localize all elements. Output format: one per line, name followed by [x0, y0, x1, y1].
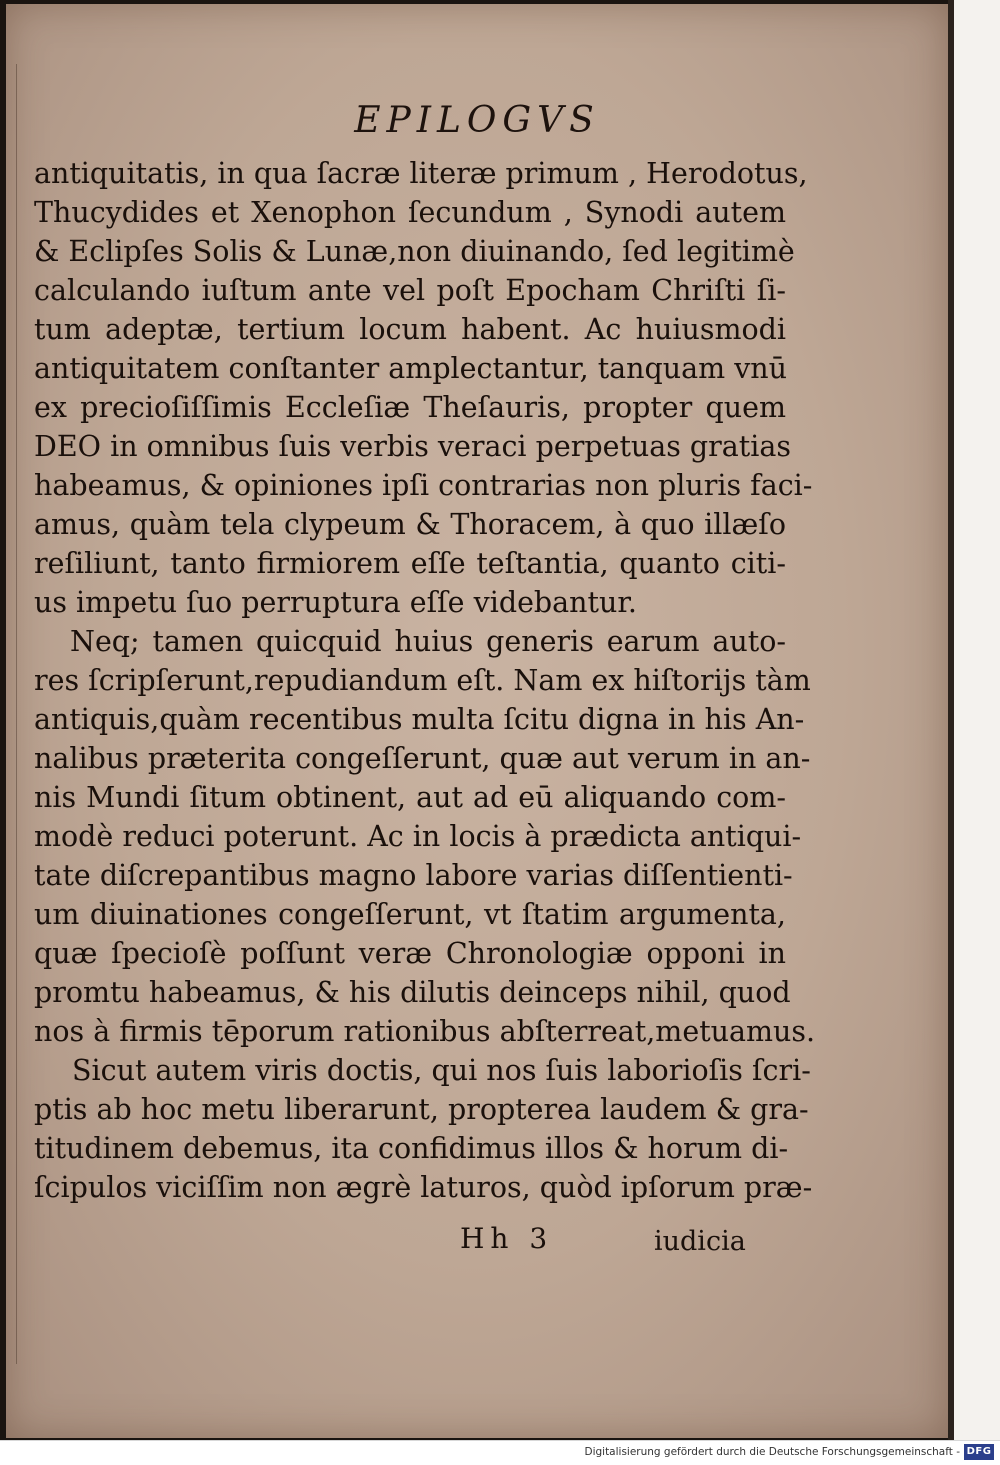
text-line: us impetu ſuo perruptura eſſe videbantur. [34, 586, 637, 619]
margin-rule [16, 64, 17, 1364]
text-line: tum adeptæ, tertium locum habent. Ac huiusmodi [34, 313, 786, 346]
text-line: titudinem debemus, ita confidimus illos & horum di- [34, 1132, 789, 1165]
signature-mark: Hh 3 [460, 1222, 554, 1255]
text-line: DEO in omnibus ſuis verbis veraci perpetuas gratias [34, 430, 791, 463]
text-line: ex precioſiſſimis Eccleſiæ Theſauris, propter quem [34, 391, 786, 424]
text-line: reſiliunt, tanto firmiorem eſſe teſtantia, quanto citi- [34, 547, 786, 580]
body-text [34, 154, 816, 1207]
text-line: antiquitatis, in qua ſacræ literæ primum , Herodotus, [34, 157, 808, 190]
text-line: nis Mundi ſitum obtinent, aut ad eū aliquando com- [34, 781, 786, 814]
catchword: iudicia [654, 1226, 746, 1257]
scan-edge [948, 0, 1000, 1440]
text-line: modè reduci poterunt. Ac in locis à prædicta antiqui- [34, 820, 802, 853]
text-line: res ſcripſerunt,repudiandum eſt. Nam ex hiſtorijs tàm [34, 664, 811, 697]
book-page [6, 4, 948, 1438]
text-line: ſcipulos viciſſim non ægrè laturos, quòd ipſorum præ- [34, 1171, 813, 1204]
text-line: ptis ab hoc metu liberarunt, propterea laudem & gra- [34, 1093, 809, 1126]
digitization-footer [0, 1440, 1000, 1465]
page-footer [6, 1222, 948, 1262]
text-line: nalibus præterita congeſſerunt, quæ aut verum in an- [34, 742, 811, 775]
text-line: tate diſcrepantibus magno labore varias diſſentienti- [34, 859, 793, 892]
text-line: amus, quàm tela clypeum & Thoracem, à quo illæſo [34, 508, 786, 541]
text-line: um diuinationes congeſſerunt, vt ſtatim argumenta, [34, 898, 786, 931]
text-line: & Eclipſes Solis & Lunæ,non diuinando, ſed legitimè [34, 235, 795, 268]
funding-note: Digitalisierung gefördert durch die Deutsche Forschungsgemeinschaft - [584, 1446, 960, 1458]
text-line: promtu habeamus, & his dilutis deinceps nihil, quod [34, 976, 791, 1009]
text-line: quæ ſpecioſè poſſunt veræ Chronologiæ opponi in [34, 937, 786, 970]
text-line: antiquis,quàm recentibus multa ſcitu digna in his An- [34, 703, 805, 736]
dfg-logo: DFG [964, 1444, 994, 1460]
text-line: Thucydides et Xenophon ſecundum , Synodi autem [34, 196, 786, 229]
text-line: calculando iuſtum ante vel poſt Epocham Chriſti ſi- [34, 274, 786, 307]
text-line: habeamus, & opiniones ipſi contrarias non pluris faci- [34, 469, 813, 502]
text-line: Neq; tamen quicquid huius generis earum auto- [70, 625, 786, 658]
text-line: nos à firmis tēporum rationibus abſterreat,metuamus. [34, 1015, 816, 1048]
text-line: Sicut autem viris doctis, qui nos ſuis laborioſis ſcri- [72, 1054, 811, 1087]
running-head: EPILOGVS [354, 100, 600, 141]
text-line: antiquitatem conſtanter amplectantur, tanquam vnū [34, 352, 788, 385]
